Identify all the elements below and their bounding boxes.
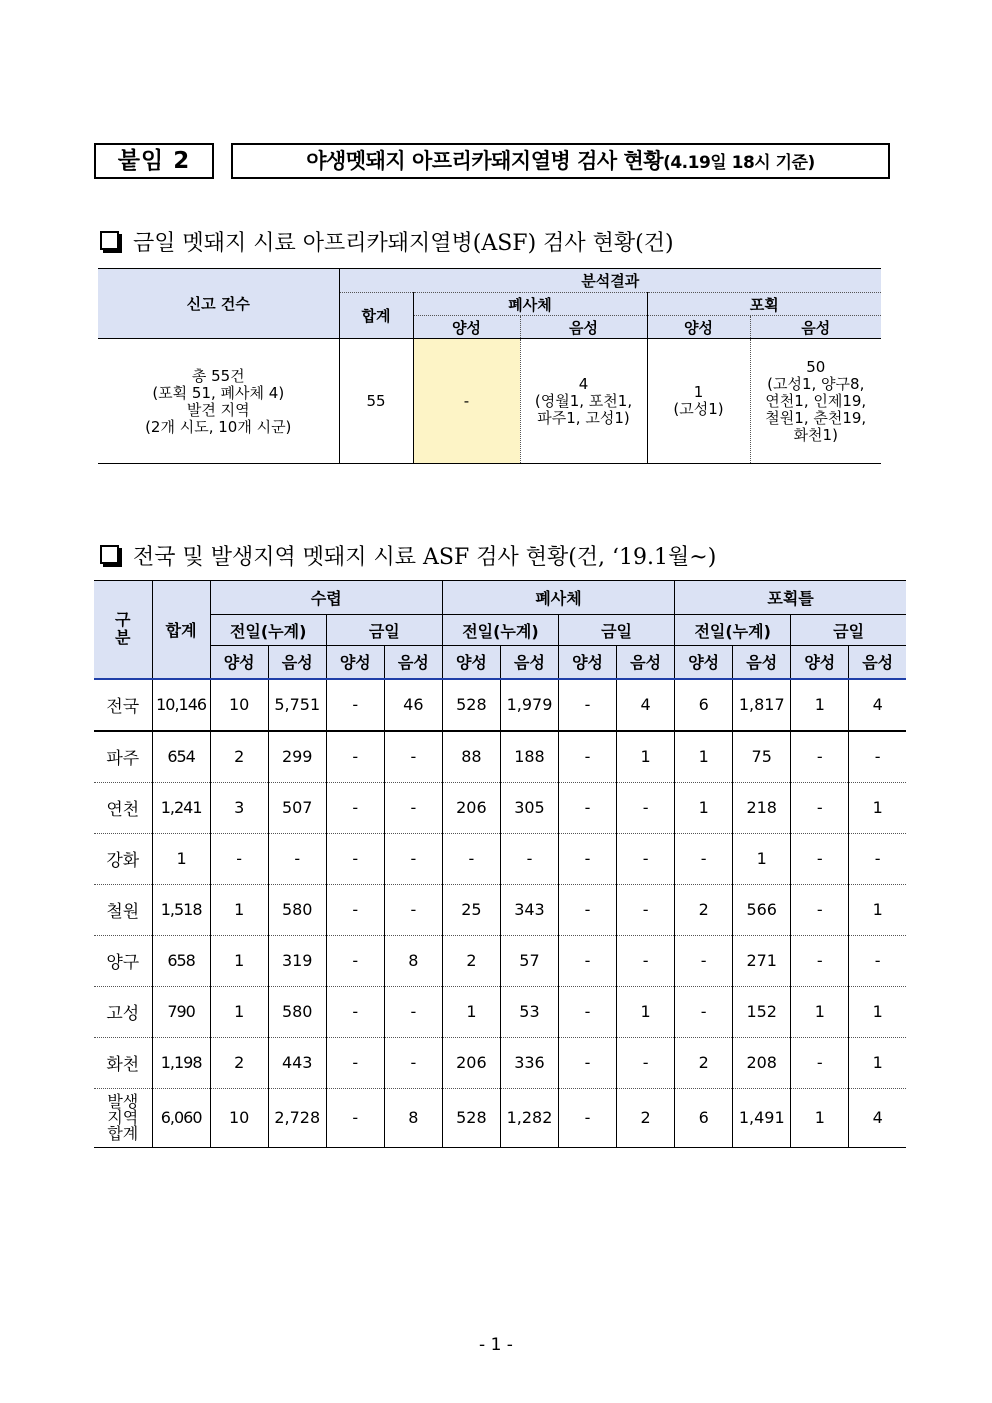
value-cell: 188 (500, 731, 558, 783)
value-cell: 206 (442, 782, 500, 833)
value-cell: - (675, 986, 733, 1037)
checkbox-bullet-icon (100, 231, 119, 250)
value-cell: 152 (733, 986, 791, 1037)
table-row (94, 679, 906, 731)
table-row (94, 884, 906, 935)
total-cell: 55 (339, 339, 413, 464)
section1-heading-text: 금일 멧돼지 시료 아프리카돼지열병(ASF) 검사 현황(건) (133, 231, 674, 256)
value-cell: - (326, 679, 384, 731)
value-cell: 6 (675, 679, 733, 731)
table-row (94, 935, 906, 986)
carcass-negative-cell (520, 339, 647, 464)
section1-heading (100, 226, 674, 257)
value-cell: - (326, 782, 384, 833)
region-label: 고성 (94, 986, 152, 1037)
page-number: - 1 - (479, 1335, 513, 1355)
checkbox-bullet-icon (100, 545, 119, 564)
header-positive: 양성 (442, 646, 500, 679)
value-cell: 1,491 (733, 1088, 791, 1147)
header-negative: 음성 (384, 646, 442, 679)
value-cell: - (210, 833, 268, 884)
value-cell: 4 (617, 679, 675, 731)
value-cell: - (384, 1037, 442, 1088)
value-cell: 2 (675, 1037, 733, 1088)
value-cell: 2 (675, 884, 733, 935)
value-cell: 218 (733, 782, 791, 833)
value-cell: - (384, 884, 442, 935)
region-label: 화천 (94, 1037, 152, 1088)
value-cell: 1 (210, 935, 268, 986)
total-cell: 1,241 (152, 782, 210, 833)
table-row (94, 1088, 906, 1147)
value-cell: - (791, 935, 849, 986)
value-cell: - (675, 935, 733, 986)
header-carcass-negative: 음성 (520, 316, 647, 339)
cell-line: 화천1) (793, 425, 838, 444)
header-report-count: 신고 건수 (98, 269, 339, 339)
value-cell: - (559, 731, 617, 783)
value-cell: - (326, 935, 384, 986)
value-cell: 1 (617, 731, 675, 783)
cell-line: 파주1, 고성1) (537, 408, 630, 427)
header-division (94, 581, 152, 679)
value-cell: 3 (210, 782, 268, 833)
header-hunting-today: 금일 (326, 615, 442, 646)
table-row (94, 986, 906, 1037)
header-positive: 양성 (326, 646, 384, 679)
value-cell: - (559, 1088, 617, 1147)
value-cell: - (791, 1037, 849, 1088)
header-positive: 양성 (559, 646, 617, 679)
value-cell: 528 (442, 679, 500, 731)
value-cell: 580 (268, 986, 326, 1037)
value-cell: - (326, 833, 384, 884)
table-row (94, 782, 906, 833)
title-suffix: (4.19일 18시 기준) (663, 153, 815, 173)
value-cell: 271 (733, 935, 791, 986)
value-cell: - (559, 1037, 617, 1088)
value-cell: 580 (268, 884, 326, 935)
value-cell: 57 (500, 935, 558, 986)
value-cell: 46 (384, 679, 442, 731)
value-cell: 2 (210, 1037, 268, 1088)
value-cell: 1 (733, 833, 791, 884)
section2-heading (100, 540, 716, 571)
value-cell: 2 (442, 935, 500, 986)
total-cell: 1,518 (152, 884, 210, 935)
header-capture: 포획 (647, 293, 881, 316)
value-cell: 8 (384, 1088, 442, 1147)
value-cell: - (617, 884, 675, 935)
table-row (94, 1037, 906, 1088)
value-cell: - (849, 731, 906, 783)
region-label: 전국 (94, 679, 152, 731)
header-negative: 음성 (733, 646, 791, 679)
header-carcass-positive: 양성 (413, 316, 520, 339)
value-cell: - (849, 833, 906, 884)
value-cell: - (384, 833, 442, 884)
total-cell: 1,198 (152, 1037, 210, 1088)
value-cell: - (675, 833, 733, 884)
value-cell: 208 (733, 1037, 791, 1088)
total-cell: 658 (152, 935, 210, 986)
value-cell: 319 (268, 935, 326, 986)
report-count-cell (98, 339, 339, 464)
today-test-table (98, 268, 881, 464)
value-cell: 299 (268, 731, 326, 783)
value-cell: 5,751 (268, 679, 326, 731)
title-main: 야생멧돼지 아프리카돼지열병 검사 현황 (306, 149, 664, 173)
cell-line: 50 (806, 357, 826, 376)
header-trap-today: 금일 (791, 615, 906, 646)
header-capture-positive: 양성 (647, 316, 750, 339)
region-label: 연천 (94, 782, 152, 833)
region-label: 발생 지역 합계 (94, 1088, 152, 1147)
report-line: (2개 시도, 10개 시군) (145, 418, 292, 436)
value-cell: 1 (617, 986, 675, 1037)
value-cell: 2,728 (268, 1088, 326, 1147)
header-total: 합계 (152, 581, 210, 679)
header-hunting-cumulative: 전일(누계) (210, 615, 326, 646)
cell-line: (영월1, 포천1, (534, 391, 633, 410)
table-row (94, 731, 906, 783)
header-negative: 음성 (500, 646, 558, 679)
region-label: 철원 (94, 884, 152, 935)
value-cell: - (791, 782, 849, 833)
header-analysis-result: 분석결과 (339, 269, 881, 293)
value-cell: - (617, 833, 675, 884)
value-cell: 336 (500, 1037, 558, 1088)
national-test-table (94, 580, 906, 1148)
report-line: (포획 51, 폐사체 4) (152, 384, 285, 402)
value-cell: 305 (500, 782, 558, 833)
value-cell: - (617, 935, 675, 986)
header-positive: 양성 (675, 646, 733, 679)
cell-line: 연천1, 인제19, (765, 391, 867, 410)
value-cell: 4 (849, 1088, 906, 1147)
total-cell: 10,146 (152, 679, 210, 731)
cell-line: 철원1, 춘천19, (765, 408, 867, 427)
carcass-positive-cell: - (413, 339, 520, 464)
report-line: 총 55건 (191, 367, 245, 385)
total-cell: 6,060 (152, 1088, 210, 1147)
region-label: 강화 (94, 833, 152, 884)
value-cell: 1,817 (733, 679, 791, 731)
header-carcass-today: 금일 (559, 615, 675, 646)
title-row (94, 143, 890, 177)
value-cell: - (384, 782, 442, 833)
value-cell: - (559, 679, 617, 731)
page-title (231, 143, 890, 179)
value-cell: - (268, 833, 326, 884)
value-cell: 1 (442, 986, 500, 1037)
capture-positive-cell (647, 339, 750, 464)
table-row (94, 833, 906, 884)
value-cell: 25 (442, 884, 500, 935)
value-cell: 1 (675, 731, 733, 783)
cell-line: (고성1) (673, 400, 724, 418)
header-trap: 포획틀 (675, 581, 906, 615)
header-total: 합계 (339, 293, 413, 339)
value-cell: - (791, 731, 849, 783)
value-cell: - (617, 782, 675, 833)
value-cell: 10 (210, 679, 268, 731)
header-capture-negative: 음성 (750, 316, 881, 339)
value-cell: - (791, 833, 849, 884)
value-cell: 2 (617, 1088, 675, 1147)
header-negative: 음성 (268, 646, 326, 679)
value-cell: 10 (210, 1088, 268, 1147)
value-cell: - (559, 935, 617, 986)
header-carcass: 폐사체 (413, 293, 647, 316)
value-cell: - (849, 935, 906, 986)
attachment-label: 붙임 2 (94, 143, 214, 179)
region-label: 파주 (94, 731, 152, 783)
value-cell: 1 (210, 884, 268, 935)
cell-line: (고성1, 양구8, (767, 374, 865, 393)
region-label: 양구 (94, 935, 152, 986)
value-cell: 566 (733, 884, 791, 935)
value-cell: 88 (442, 731, 500, 783)
section2-heading-text: 전국 및 발생지역 멧돼지 시료 ASF 검사 현황(건, ‘19.1월~) (133, 545, 717, 570)
value-cell: - (442, 833, 500, 884)
value-cell: - (559, 833, 617, 884)
value-cell: - (326, 884, 384, 935)
value-cell: - (326, 731, 384, 783)
value-cell: 4 (849, 679, 906, 731)
value-cell: 1 (849, 1037, 906, 1088)
value-cell: 1 (210, 986, 268, 1037)
value-cell: - (500, 833, 558, 884)
value-cell: 1 (849, 782, 906, 833)
value-cell: 8 (384, 935, 442, 986)
value-cell: 1,979 (500, 679, 558, 731)
value-cell: 1 (675, 782, 733, 833)
value-cell: 343 (500, 884, 558, 935)
value-cell: 1 (791, 1088, 849, 1147)
value-cell: - (559, 986, 617, 1037)
value-cell: - (791, 884, 849, 935)
cell-line: 1 (693, 383, 704, 401)
value-cell: - (384, 731, 442, 783)
header-carcass: 폐사체 (442, 581, 674, 615)
header-positive: 양성 (791, 646, 849, 679)
value-cell: - (326, 1088, 384, 1147)
capture-negative-cell (750, 339, 881, 464)
value-cell: 1 (791, 679, 849, 731)
value-cell: 528 (442, 1088, 500, 1147)
header-trap-cumulative: 전일(누계) (675, 615, 791, 646)
value-cell: - (617, 1037, 675, 1088)
value-cell: 6 (675, 1088, 733, 1147)
value-cell: 75 (733, 731, 791, 783)
header-hunting: 수렵 (210, 581, 442, 615)
value-cell: 1 (849, 884, 906, 935)
header-division-text: 구분 (115, 610, 131, 648)
header-carcass-cumulative: 전일(누계) (442, 615, 558, 646)
header-negative: 음성 (849, 646, 906, 679)
total-cell: 1 (152, 833, 210, 884)
value-cell: 1 (849, 986, 906, 1037)
value-cell: 1 (791, 986, 849, 1037)
header-positive: 양성 (210, 646, 268, 679)
value-cell: 507 (268, 782, 326, 833)
report-line: 발견 지역 (186, 401, 250, 419)
value-cell: 2 (210, 731, 268, 783)
total-cell: 654 (152, 731, 210, 783)
value-cell: 1,282 (500, 1088, 558, 1147)
header-negative: 음성 (617, 646, 675, 679)
cell-line: 4 (578, 374, 589, 393)
value-cell: 443 (268, 1037, 326, 1088)
value-cell: - (384, 986, 442, 1037)
value-cell: - (559, 782, 617, 833)
value-cell: 53 (500, 986, 558, 1037)
value-cell: - (326, 1037, 384, 1088)
total-cell: 790 (152, 986, 210, 1037)
value-cell: 206 (442, 1037, 500, 1088)
value-cell: - (326, 986, 384, 1037)
value-cell: - (559, 884, 617, 935)
